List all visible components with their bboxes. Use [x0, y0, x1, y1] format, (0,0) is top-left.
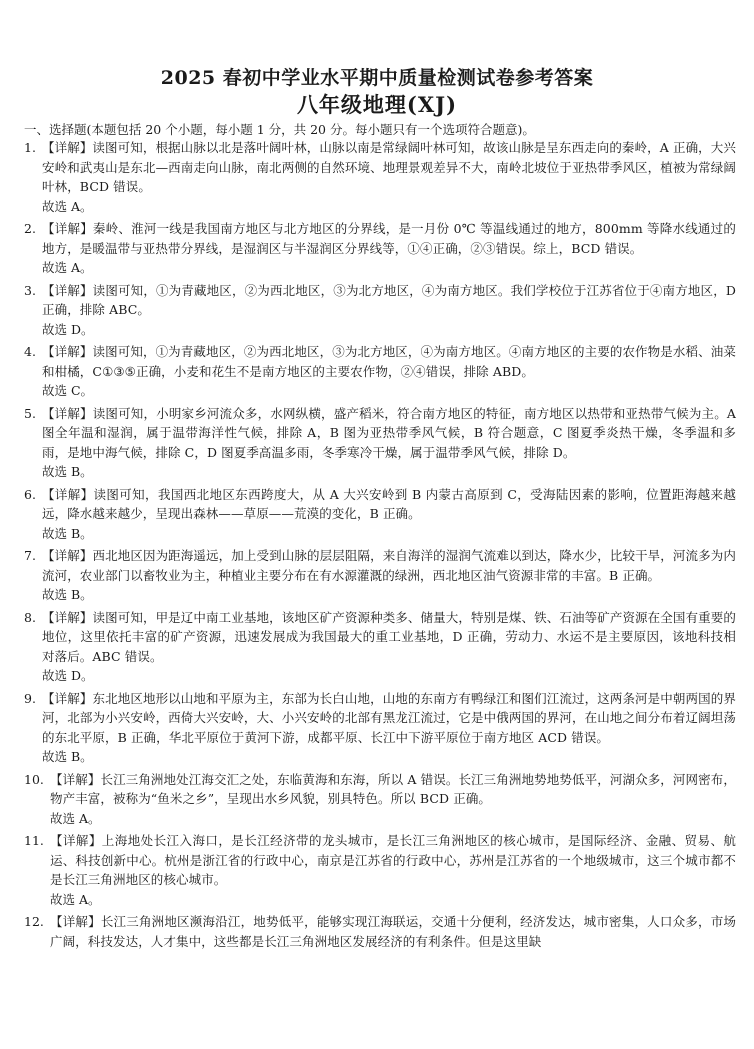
explanation-text: 【详解】西北地区因为距海遥远，加上受到山脉的层层阻隔，来自海洋的湿润气流难以到达，降水少，比较干旱，河流多为内流河，农业部门以畜牧业为主，种植业主要分布在有水源灌溉的绿洲，西北地区油气资源非常的丰富。B 正确。 [42, 548, 736, 583]
answer-choice: 故选 A。 [42, 260, 93, 275]
explanation-text: 【详解】上海地处长江入海口，是长江经济带的龙头城市，是长江三角洲地区的核心城市，是国际经济、金融、贸易、航运、科技创新中心。杭州是浙江省的行政中心，南京是江苏省的行政中心，苏州是江苏省的一个地级城市，这三个城市都不是长江三角洲地区的核心城市。 [50, 833, 736, 887]
explanation-text: 【详解】读图可知，①为青藏地区，②为西北地区，③为北方地区，④为南方地区。④南方地区的主要的农作物是水稻、油菜和柑橘，C①③⑤正确，小麦和花生不是南方地区的主要农作物，②④错误，排除 ABD。 [42, 344, 736, 379]
explanation-text: 【详解】读图可知，甲是辽中南工业基地，该地区矿产资源种类多、储量大，特别是煤、铁、石油等矿产资源在全国有重要的地位，这里依托丰富的矿产资源，迅速发展成为我国最大的重工业基地，D 正确，劳动力、水运不是主要原因，该地科技相对落后。ABC 错误。 [42, 609, 736, 664]
answer-choice: 故选 A。 [50, 891, 101, 907]
answer-item [24, 689, 736, 767]
explanation-text: 【详解】读图可知，①为青藏地区，②为西北地区，③为北方地区，④为南方地区。我们学校位于江苏省位于④南方地区，D 正确，排除 ABC。 [42, 282, 736, 317]
document-subtitle: 八年级地理(XJ) [296, 92, 458, 117]
answer-item [24, 912, 736, 951]
answer-choice: 故选 A。 [42, 198, 93, 214]
document-title: 2025 春初中学业水平期中质量检测试卷参考答案 [160, 67, 594, 89]
explanation-text: 【详解】读图可知，根据山脉以北是落叶阔叶林，山脉以南是常绿阔叶林可知，故该山脉是呈东西走向的秦岭，A 正确，大兴安岭和武夷山是东北—西南走向山脉，南北两侧的自然环境、地理景观差异不大，南岭北坡位于亚热带季风区，植被为常绿阔叶林，BCD 错误。 [42, 140, 736, 194]
answer-item [24, 546, 736, 605]
explanation-text: 【详解】长江三角洲地区濒海沿江，地势低平，能够实现江海联运，交通十分便利，经济发达，城市密集，人口众多，市场广阔，科技发达，人才集中，这些都是长江三角洲地区发展经济的有利条件。但是这里缺 [50, 914, 736, 949]
explanation-text: 【详解】长江三角洲地处江海交汇之处，东临黄海和东海，所以 A 错误。长江三角洲地势地势低平，河湖众多，河网密布，物产丰富，被称为“鱼米之乡”，呈现出水乡风貌，别具特色。所以 BCD 正确。 [50, 771, 736, 806]
explanation-text: 【详解】东北地区地形以山地和平原为主，东部为长白山地，山地的东南方有鸭绿江和图们江流过，这两条河是中朝两国的界河，北部为小兴安岭，西倚大兴安岭，大、小兴安岭的北部有黑龙江流过，它是中俄两国的界河，在山地之间分布着辽阔坦荡的东北平原，B 正确，华北平原位于黄河下游，成都平原、长江中下游平原位于南方地区 ACD 错误。 [42, 690, 736, 745]
answer-choice: 故选 C。 [42, 383, 94, 398]
question-number: 4. [24, 344, 36, 359]
answer-choice: 故选 B。 [42, 749, 93, 764]
question-number: 10. [24, 771, 44, 787]
answer-choice: 故选 B。 [42, 587, 93, 602]
question-number: 12. [24, 914, 44, 929]
question-number: 7. [24, 548, 36, 563]
answer-choice: 故选 A。 [50, 810, 101, 826]
answer-item [24, 770, 736, 829]
answer-item [24, 342, 736, 401]
answer-item [24, 281, 736, 340]
explanation-text: 【详解】秦岭、淮河一线是我国南方地区与北方地区的分界线，是一月份 0℃ 等温线通过的地方，800mm 等降水线通过的地方，是暖温带与亚热带分界线，是湿润区与半湿润区分界线等，①④正确，②③错误。综上，BCD 错误。 [42, 221, 736, 256]
answer-list [24, 138, 736, 954]
answer-item [24, 219, 736, 278]
answer-choice: 故选 B。 [42, 464, 93, 479]
question-number: 2. [24, 221, 36, 236]
section-heading: 一、选择题(本题包括 20 个小题，每小题 1 分，共 20 分。每小题只有一个选项符合题意)。 [24, 122, 535, 137]
answer-choice: 故选 B。 [42, 525, 93, 541]
question-number: 6. [24, 486, 36, 502]
answer-choice: 故选 D。 [42, 321, 94, 337]
question-number: 8. [24, 609, 36, 625]
answer-item [24, 404, 736, 482]
answer-choice: 故选 D。 [42, 668, 94, 683]
answer-item [24, 608, 736, 686]
question-number: 5. [24, 405, 36, 421]
answer-item [24, 831, 736, 909]
explanation-text: 【详解】读图可知，小明家乡河流众多，水网纵横，盛产稻米，符合南方地区的特征，南方地区以热带和亚热带气候为主。A 图全年温和湿润，属于温带海洋性气候，排除 A，B 图为亚热带季风气候，B 符合题意，C 图夏季炎热干燥，冬季温和多雨，是地中海气候，排除 C，D 图夏季高温多雨，冬季寒冷干燥，属于温带季风气候，排除 D。 [42, 405, 736, 460]
question-number: 1. [24, 140, 36, 155]
question-number: 3. [24, 282, 36, 298]
answer-item [24, 138, 736, 216]
answer-item [24, 485, 736, 544]
explanation-text: 【详解】读图可知，我国西北地区东西跨度大，从 A 大兴安岭到 B 内蒙古高原到 C，受海陆因素的影响，位置距海越来越远，降水越来越少，呈现出森林——草原——荒漠的变化，B 正确。 [42, 486, 736, 521]
question-number: 9. [24, 690, 36, 706]
question-number: 11. [24, 833, 44, 848]
